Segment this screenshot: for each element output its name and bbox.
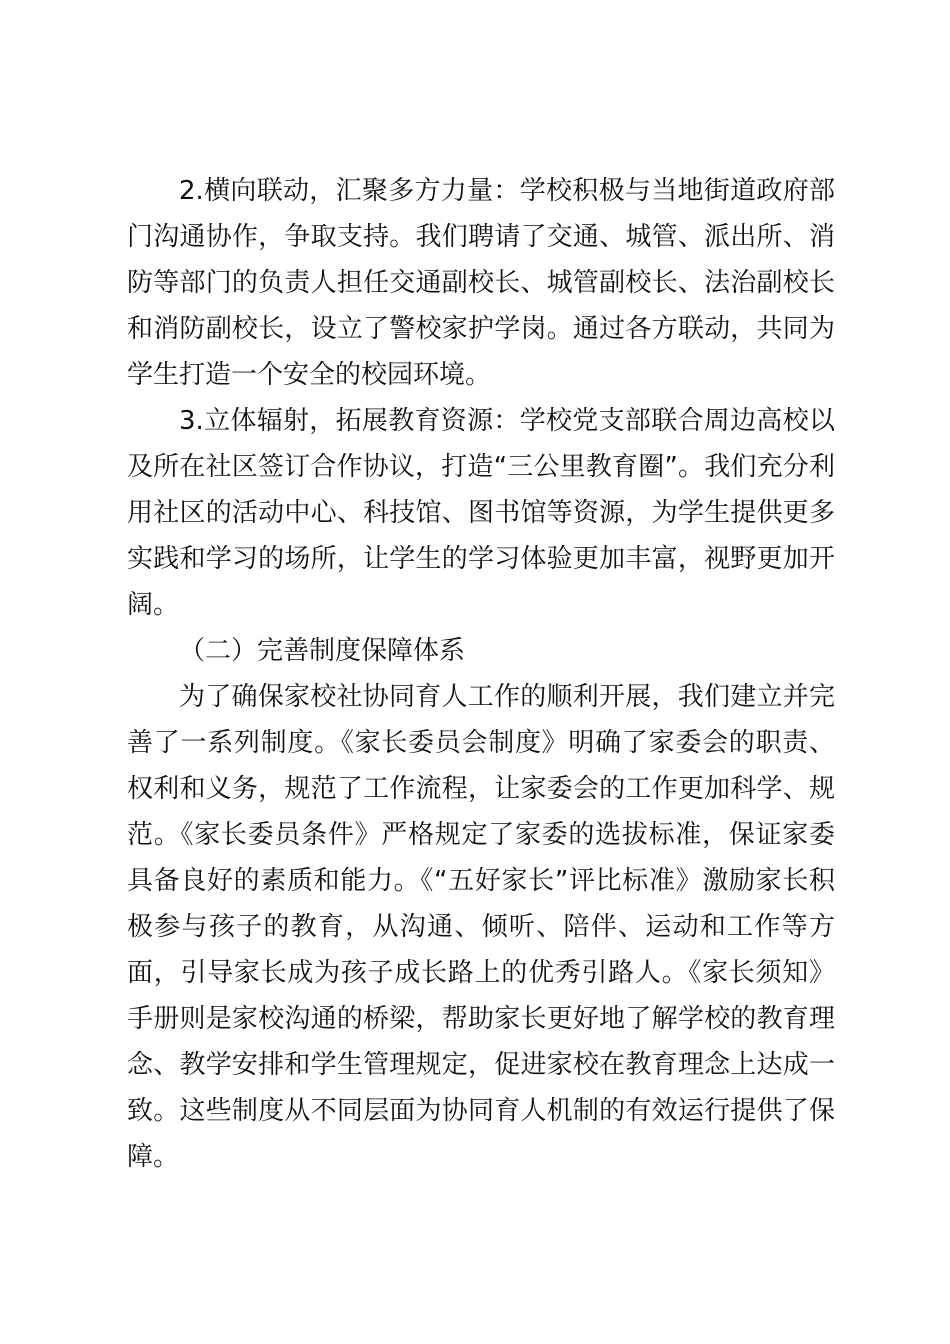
paragraph-3d-radiation: 3.立体辐射，拓展教育资源：学校党支部联合周边高校以及所在社区签订合作协议，打造“三公里教育圈”。我们充分利用社区的活动中心、科技馆、图书馆等资源，为学生提供更多实践和学习的场所，让学生的学习体验更加丰富，视野更加开阔。 [127, 406, 835, 620]
document-body [127, 168, 835, 1180]
paragraph-horizontal-linkage: 2.横向联动，汇聚多方力量：学校积极与当地街道政府部门沟通协作，争取支持。我们聘请了交通、城管、派出所、消防等部门的负责人担任交通副校长、城管副校长、法治副校长和消防副校长，设立了警校家护学岗。通过各方联动，共同为学生打造一个安全的校园环境。 [127, 176, 835, 390]
section-heading-system-guarantee: （二）完善制度保障体系 [179, 636, 466, 666]
paragraph-system-details: 为了确保家校社协同育人工作的顺利开展，我们建立并完善了一系列制度。《家长委员会制度》明确了家委会的职责、权利和义务，规范了工作流程，让家委会的工作更加科学、规范。《家长委员条件》严格规定了家委的选拔标准，保证家委具备良好的素质和能力。《“五好家长”评比标准》激励家长积极参与孩子的教育，从沟通、倾听、陪伴、运动和工作等方面，引导家长成为孩子成长路上的优秀引路人。《家长须知》手册则是家校沟通的桥梁，帮助家长更好地了解学校的教育理念、教学安排和学生管理规定，促进家校在教育理念上达成一致。这些制度从不同层面为协同育人机制的有效运行提供了保障。 [127, 682, 835, 1172]
